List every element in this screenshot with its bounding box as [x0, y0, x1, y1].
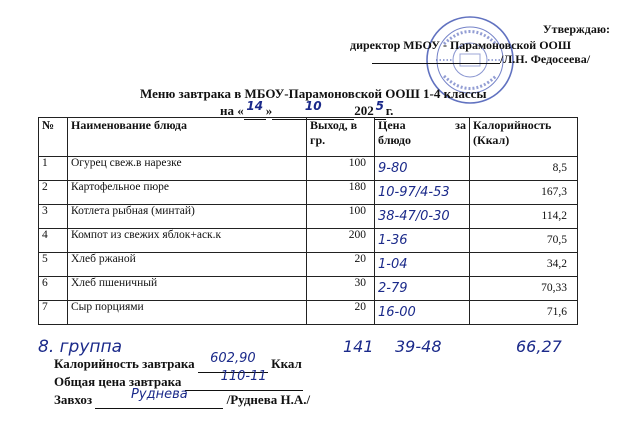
director-name: /Л.Н. Федосеева/ — [500, 52, 591, 66]
row-price — [375, 277, 470, 301]
row-num: 2 — [39, 181, 68, 205]
row-calories — [470, 181, 578, 205]
row-price-value: 9-80 — [378, 161, 408, 176]
row-calories-value: 71,6 — [546, 306, 567, 318]
row-name: Хлеб ржаной — [68, 253, 307, 277]
row-price — [375, 229, 470, 253]
row-name: Котлета рыбная (минтай) — [68, 205, 307, 229]
row-calories-value: 167,3 — [541, 186, 567, 198]
footer-calories-unit: Ккал — [271, 356, 302, 371]
row-calories — [470, 157, 578, 181]
row-name: Сыр порциями — [68, 301, 307, 325]
table-row — [39, 229, 578, 253]
row-price-value: 1-36 — [378, 233, 408, 248]
table-row — [39, 181, 578, 205]
director-title: директор МБОУ - Парамоновской ООШ — [350, 38, 572, 52]
row-calories — [470, 205, 578, 229]
page-title: Меню завтрака в МБОУ-Парамоновской ООШ 1-4 классы — [140, 86, 487, 101]
row-calories-value: 70,5 — [546, 234, 567, 246]
row-price — [375, 205, 470, 229]
row-price-value: 16-00 — [378, 305, 416, 320]
header-calories: Калорийность (Ккал) — [470, 118, 578, 157]
row-calories-value: 70,33 — [541, 282, 567, 294]
row-num: 4 — [39, 229, 68, 253]
table-row — [39, 301, 578, 325]
row-name: Хлеб пшеничный — [68, 277, 307, 301]
row-output: 200 — [307, 229, 375, 253]
footer-manager-label: Завхоз — [54, 392, 93, 407]
footer-manager — [54, 387, 311, 409]
date-suffix: г. — [385, 103, 394, 118]
row-calories-value: 114,2 — [541, 210, 567, 222]
row-calories — [470, 253, 578, 277]
row-name: Компот из свежих яблок+аск.к — [68, 229, 307, 253]
row-price-value: 10-97/4-53 — [378, 185, 450, 200]
total-calories: 66,27 — [516, 337, 562, 356]
row-price — [375, 301, 470, 325]
header-price-b: за — [455, 118, 466, 132]
header-name: Наименование блюда — [68, 118, 307, 157]
date-mid: » — [265, 103, 273, 118]
row-output: 20 — [307, 253, 375, 277]
row-price-value: 38-47/0-30 — [378, 209, 450, 224]
row-calories — [470, 301, 578, 325]
row-price-value: 1-04 — [378, 257, 408, 272]
date-prefix: на « — [220, 103, 244, 118]
table-row — [39, 253, 578, 277]
row-name: Картофельное пюре — [68, 181, 307, 205]
row-num: 5 — [39, 253, 68, 277]
row-num: 6 — [39, 277, 68, 301]
header-price-a: Цена — [378, 118, 406, 132]
header-output: Выход, в гр. — [307, 118, 375, 157]
row-output: 100 — [307, 205, 375, 229]
row-calories — [470, 229, 578, 253]
row-price — [375, 181, 470, 205]
header-price-c: блюдо — [378, 133, 411, 147]
footer-manager-name: /Руднева Н.А./ — [226, 392, 311, 407]
row-name: Огурец свеж.в нарезке — [68, 157, 307, 181]
row-output: 100 — [307, 157, 375, 181]
signature-line — [372, 63, 500, 64]
menu-table — [38, 117, 578, 325]
footer-price-label: Общая цена завтрака — [54, 374, 182, 389]
row-price-value: 2-79 — [378, 281, 408, 296]
footer-calories-label: Калорийность завтрака — [54, 356, 195, 371]
footer-calories-value: 602,90 — [210, 351, 256, 366]
row-price — [375, 253, 470, 277]
footer-price-value: 110-11 — [220, 369, 267, 384]
date-month: 10 — [304, 99, 322, 113]
footer-signature-field — [95, 387, 223, 409]
row-num: 7 — [39, 301, 68, 325]
row-calories — [470, 277, 578, 301]
row-output: 30 — [307, 277, 375, 301]
row-calories-value: 34,2 — [546, 258, 567, 270]
table-row — [39, 157, 578, 181]
group-label: 8. группа — [38, 337, 123, 357]
header-price — [375, 118, 470, 157]
table-header-row — [39, 118, 578, 157]
table-row — [39, 205, 578, 229]
row-num: 3 — [39, 205, 68, 229]
row-output: 180 — [307, 181, 375, 205]
date-year-prefix: 202 — [354, 103, 374, 118]
row-price — [375, 157, 470, 181]
row-num: 1 — [39, 157, 68, 181]
header-num: № — [39, 118, 68, 157]
date-year-digit: 5 — [375, 99, 384, 113]
total-output: 141 — [343, 337, 374, 356]
total-price: 39-48 — [395, 337, 442, 356]
date-day: 14 — [246, 99, 264, 113]
row-output: 20 — [307, 301, 375, 325]
approve-label: Утверждаю: — [542, 22, 610, 36]
row-calories-value: 8,5 — [552, 162, 567, 174]
footer-manager-signature: Руднева — [131, 387, 188, 402]
table-row — [39, 277, 578, 301]
